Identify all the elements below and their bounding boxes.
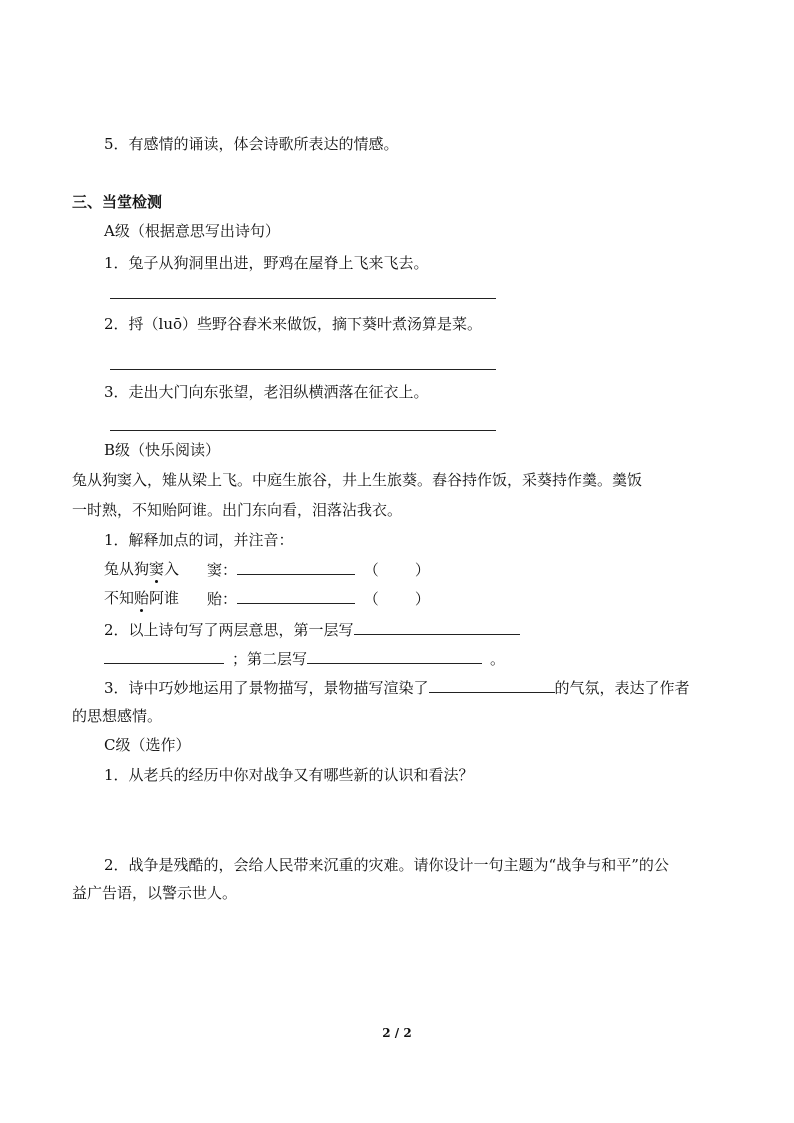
answer-line-a2[interactable]	[110, 369, 496, 370]
level-c-q2-line2: 益广告语，以警示世人。	[72, 884, 238, 902]
word-1-blank[interactable]	[237, 559, 355, 575]
level-a-heading: A级（根据意思写出诗句）	[104, 222, 280, 240]
page-number: 2 / 2	[382, 1026, 412, 1040]
word-item-2: 不知贻阿谁	[104, 589, 180, 607]
level-b-q2-line2: ；第二层写 。	[104, 648, 505, 669]
q2-blank-1[interactable]	[354, 619, 520, 635]
word-2-label: 贻： （ ）	[207, 590, 430, 608]
poem-line-1: 兔从狗窦入，雉从梁上飞。中庭生旅谷，井上生旅葵。舂谷持作饭，采葵持作羹。羹饭	[72, 471, 643, 489]
word-2-blank[interactable]	[237, 588, 355, 604]
word-1-label: 窦： （ ）	[207, 561, 430, 579]
word-1-phrase: 兔从狗窦入	[104, 560, 180, 578]
level-b-q3-line1: 3．诗中巧妙地运用了景物描写，景物描写渲染了 的气氛，表达了作者	[104, 679, 690, 697]
level-b-heading: B级（快乐阅读）	[104, 441, 221, 459]
level-b-q1: 1．解释加点的词，并注音：	[104, 531, 294, 549]
level-b-q3-line2: 的思想感情。	[72, 707, 163, 725]
answer-line-a1[interactable]	[110, 298, 496, 299]
dotted-char-1: 窦	[149, 560, 165, 578]
word-item-1	[104, 559, 179, 579]
answer-line-a3[interactable]	[110, 430, 496, 431]
level-a-q2: 2．捋（luō）些野谷舂米来做饭，摘下葵叶煮汤算是菜。	[104, 315, 483, 333]
level-c-q1: 1．从老兵的经历中你对战争又有哪些新的认识和看法？	[104, 766, 474, 784]
q3-blank[interactable]	[429, 677, 555, 693]
poem-line-2: 一时熟，不知贻阿谁。出门东向看，泪落沾我衣。	[72, 501, 403, 519]
dotted-char-2: 贻	[134, 589, 150, 607]
level-c-q2-line1: 2．战争是残酷的，会给人民带来沉重的灾难。请你设计一句主题为“战争与和平”的公	[104, 856, 669, 874]
section-heading-3: 三、当堂检测	[72, 193, 163, 211]
level-a-q1: 1．兔子从狗洞里出进，野鸡在屋脊上飞来飞去。	[104, 254, 429, 272]
q2-blank-3[interactable]	[307, 648, 482, 664]
level-b-q2-line1: 2．以上诗句写了两层意思，第一层写	[104, 619, 520, 640]
level-c-heading: C级（选作）	[104, 736, 191, 754]
item-5: 5．有感情的诵读，体会诗歌所表达的情感。	[104, 135, 399, 153]
q2-blank-2[interactable]	[104, 648, 224, 664]
level-a-q3: 3．走出大门向东张望，老泪纵横洒落在征衣上。	[104, 383, 429, 401]
